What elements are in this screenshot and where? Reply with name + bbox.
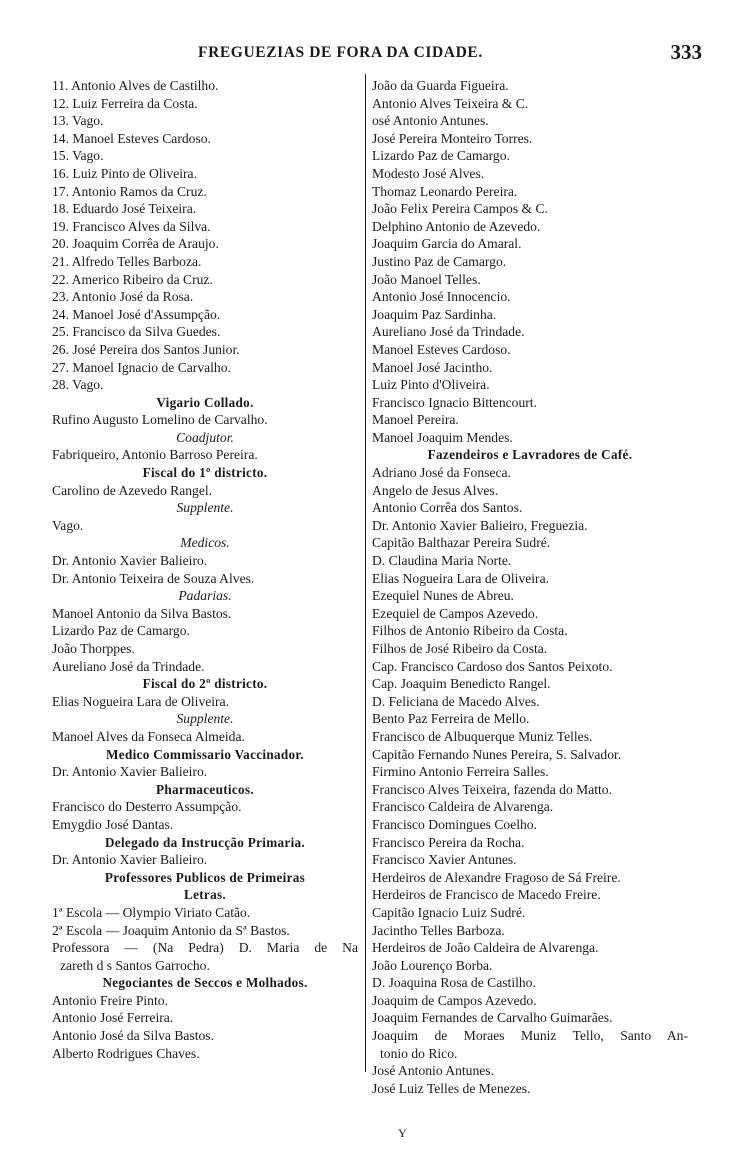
list-item: tonio do Rico. [380, 1045, 458, 1061]
list-item: João Felix Pereira Campos & C. [372, 201, 548, 217]
list-item: D. Feliciana de Macedo Alves. [372, 693, 540, 709]
list-item: Angelo de Jesus Alves. [372, 482, 499, 498]
list-item: Cap. Joaquim Benedicto Rangel. [372, 676, 551, 692]
section-heading: Negociantes de Seccos e Molhados. [102, 975, 308, 991]
section-subheading: Supplente. [176, 711, 234, 727]
list-item: José Pereira Monteiro Torres. [372, 130, 533, 146]
section-heading: Vigario Collado. [156, 394, 254, 410]
list-item: Herdeiros de João Caldeira de Alvarenga. [372, 940, 599, 956]
section-subheading: Padarias. [178, 588, 232, 604]
list-item: José Luiz Telles de Menezes. [372, 1080, 531, 1096]
list-item: Fabriqueiro, Antonio Barroso Pereira. [52, 447, 258, 463]
list-item: Francisco Pereira da Rocha. [372, 834, 525, 850]
list-item: Modesto José Alves. [372, 165, 485, 181]
list-item: Dr. Antonio Teixeira de Souza Alves. [52, 570, 255, 586]
list-item: Luiz Pinto d'Oliveira. [372, 377, 490, 393]
list-item: Antonio Alves Teixeira & C. [372, 95, 529, 111]
list-item: Joaquim de Moraes Muniz Tello, Santo An- [372, 1028, 688, 1044]
list-item: Elias Nogueira Lara de Oliveira. [52, 693, 230, 709]
right-column [372, 77, 688, 1097]
section-heading: Fiscal do 2º districto. [142, 676, 268, 692]
list-item: 23. Antonio José da Rosa. [52, 289, 194, 305]
page-header [52, 38, 702, 68]
list-item: D. Claudina Maria Norte. [372, 553, 512, 569]
list-item: 18. Eduardo José Teixeira. [52, 201, 197, 217]
list-item: Manoel Alves da Fonseca Almeida. [52, 728, 245, 744]
list-item: 26. José Pereira dos Santos Junior. [52, 341, 240, 357]
list-item: zareth d s Santos Garrocho. [60, 957, 210, 973]
list-item: 11. Antonio Alves de Castilho. [52, 78, 219, 93]
list-item: Firmino Antonio Ferreira Salles. [372, 764, 549, 780]
list-item: Francisco Ignacio Bittencourt. [372, 394, 537, 410]
list-item: 19. Francisco Alves da Silva. [52, 218, 211, 234]
list-item: Joaquim Fernandes de Carvalho Guimarães. [372, 1010, 613, 1026]
list-item: Manoel Antonio da Silva Bastos. [52, 605, 232, 621]
section-heading: Pharmaceuticos. [156, 781, 254, 797]
list-item: Justino Paz de Camargo. [372, 253, 507, 269]
list-item: 12. Luiz Ferreira da Costa. [52, 95, 198, 111]
list-item: Aureliano José da Trindade. [52, 658, 205, 674]
list-item: Manoel José Jacintho. [372, 359, 493, 375]
list-item: Manoel Joaquim Mendes. [372, 429, 513, 445]
list-item: 13. Vago. [52, 113, 104, 129]
list-item: 14. Manoel Esteves Cardoso. [52, 130, 211, 146]
list-item: Joaquim de Campos Azevedo. [372, 992, 537, 1008]
list-item: 16. Luiz Pinto de Oliveira. [52, 165, 197, 181]
list-item: D. Joaquina Rosa de Castilho. [372, 975, 536, 991]
list-item: Francisco de Albuquerque Muniz Telles. [372, 728, 593, 744]
list-item: João Lourenço Borba. [372, 957, 493, 973]
list-item: Dr. Antonio Xavier Balieiro. [52, 553, 208, 569]
list-item: 1ª Escola — Olympio Viriato Catão. [52, 904, 251, 920]
list-item: João da Guarda Figueira. [372, 78, 509, 93]
footer-mark: Y [398, 1126, 407, 1140]
list-item: Lizardo Paz de Camargo. [372, 148, 510, 164]
page-title: FREGUEZIAS DE FORA DA CIDADE. [198, 44, 483, 61]
list-item: Adriano José da Fonseca. [372, 465, 511, 481]
list-item: João Thorppes. [52, 641, 135, 656]
section-heading: Professores Publicos de Primeiras [104, 869, 306, 885]
list-item: Dr. Antonio Xavier Balieiro. [52, 852, 208, 868]
list-item: Carolino de Azevedo Rangel. [52, 482, 213, 498]
section-heading: Medico Commissario Vaccinador. [106, 746, 304, 762]
section-heading: Fiscal do 1º districto. [142, 465, 268, 481]
list-item: Professora — (Na Pedra) D. Maria de Na [52, 940, 358, 956]
list-item: Antonio José Ferreira. [52, 1010, 174, 1026]
list-item: Dr. Antonio Xavier Balieiro. [52, 764, 208, 780]
list-item: Antonio Corrêa dos Santos. [372, 500, 523, 516]
list-item: 25. Francisco da Silva Guedes. [52, 324, 221, 340]
list-item: osé Antonio Antunes. [372, 113, 489, 129]
list-item: Aureliano José da Trindade. [372, 324, 525, 340]
list-item: Capitão Fernando Nunes Pereira, S. Salvador. [372, 746, 622, 762]
list-item: Emygdio José Dantas. [52, 816, 174, 832]
list-item: Delphino Antonio de Azevedo. [372, 218, 541, 234]
section-heading: Letras. [183, 887, 227, 903]
list-item: Bento Paz Ferreira de Mello. [372, 711, 530, 727]
list-item: Rufino Augusto Lomelino de Carvalho. [52, 412, 268, 428]
list-item: Capitão Ignacio Luiz Sudré. [372, 904, 526, 920]
list-item: Vago. [52, 517, 84, 533]
left-column [52, 77, 358, 1062]
page-number: 333 [670, 40, 702, 64]
list-item: Alberto Rodrigues Chaves. [52, 1045, 200, 1061]
list-item: Antonio José Innocencio. [372, 289, 511, 305]
list-item: João Manoel Telles. [372, 271, 481, 287]
list-item: Ezequiel Nunes de Abreu. [372, 588, 514, 604]
list-item: Joaquim Garcia do Amaral. [372, 236, 522, 252]
list-item: Filhos de José Ribeiro da Costa. [372, 641, 548, 656]
list-item: Herdeiros de Alexandre Fragoso de Sá Freire. [372, 869, 621, 885]
list-item: José Antonio Antunes. [372, 1063, 494, 1079]
list-item: 22. Americo Ribeiro da Cruz. [52, 271, 213, 287]
list-item: Dr. Antonio Xavier Balieiro, Freguezia. [372, 517, 588, 533]
list-item: Joaquim Paz Sardinha. [372, 306, 497, 322]
list-item: 27. Manoel Ignacio de Carvalho. [52, 359, 231, 375]
list-item: 15. Vago. [52, 148, 104, 164]
list-item: Filhos de Antonio Ribeiro da Costa. [372, 623, 568, 639]
list-item: Francisco Domingues Coelho. [372, 816, 537, 832]
list-item: Francisco Xavier Antunes. [372, 852, 517, 868]
list-item: Elias Nogueira Lara de Oliveira. [372, 570, 550, 586]
list-item: 21. Alfredo Telles Barboza. [52, 253, 202, 269]
section-heading: Fazendeiros e Lavradores de Café. [427, 447, 633, 463]
list-item: Francisco Alves Teixeira, fazenda do Matto. [372, 781, 613, 797]
list-item: 24. Manoel José d'Assumpção. [52, 306, 221, 322]
list-item: Cap. Francisco Cardoso dos Santos Peixoto. [372, 658, 613, 674]
column-divider [365, 74, 366, 1072]
list-item: Jacintho Telles Barboza. [372, 922, 505, 938]
section-subheading: Coadjutor. [176, 429, 234, 445]
list-item: Herdeiros de Francisco de Macedo Freire. [372, 887, 601, 903]
list-item: Manoel Pereira. [372, 412, 459, 428]
list-item: Antonio Freire Pinto. [52, 992, 168, 1008]
list-item: Capitão Balthazar Pereira Sudré. [372, 535, 551, 551]
list-item: Lizardo Paz de Camargo. [52, 623, 190, 639]
list-item: Francisco Caldeira de Alvarenga. [372, 799, 554, 815]
list-item: Manoel Esteves Cardoso. [372, 341, 511, 357]
list-item: 2ª Escola — Joaquim Antonio da Sª Bastos. [52, 922, 290, 938]
list-item: Ezequiel de Campos Azevedo. [372, 605, 539, 621]
list-item: Antonio José da Silva Bastos. [52, 1028, 214, 1044]
list-item: 17. Antonio Ramos da Cruz. [52, 183, 207, 199]
section-subheading: Medicos. [180, 535, 230, 551]
list-item: Francisco do Desterro Assumpção. [52, 799, 242, 815]
list-item: 20. Joaquim Corrêa de Araujo. [52, 236, 219, 252]
list-item: 28. Vago. [52, 377, 104, 393]
list-item: Thomaz Leonardo Pereira. [372, 183, 518, 199]
section-subheading: Supplente. [176, 500, 234, 516]
section-heading: Delegado da Instrucção Primaria. [104, 834, 306, 850]
